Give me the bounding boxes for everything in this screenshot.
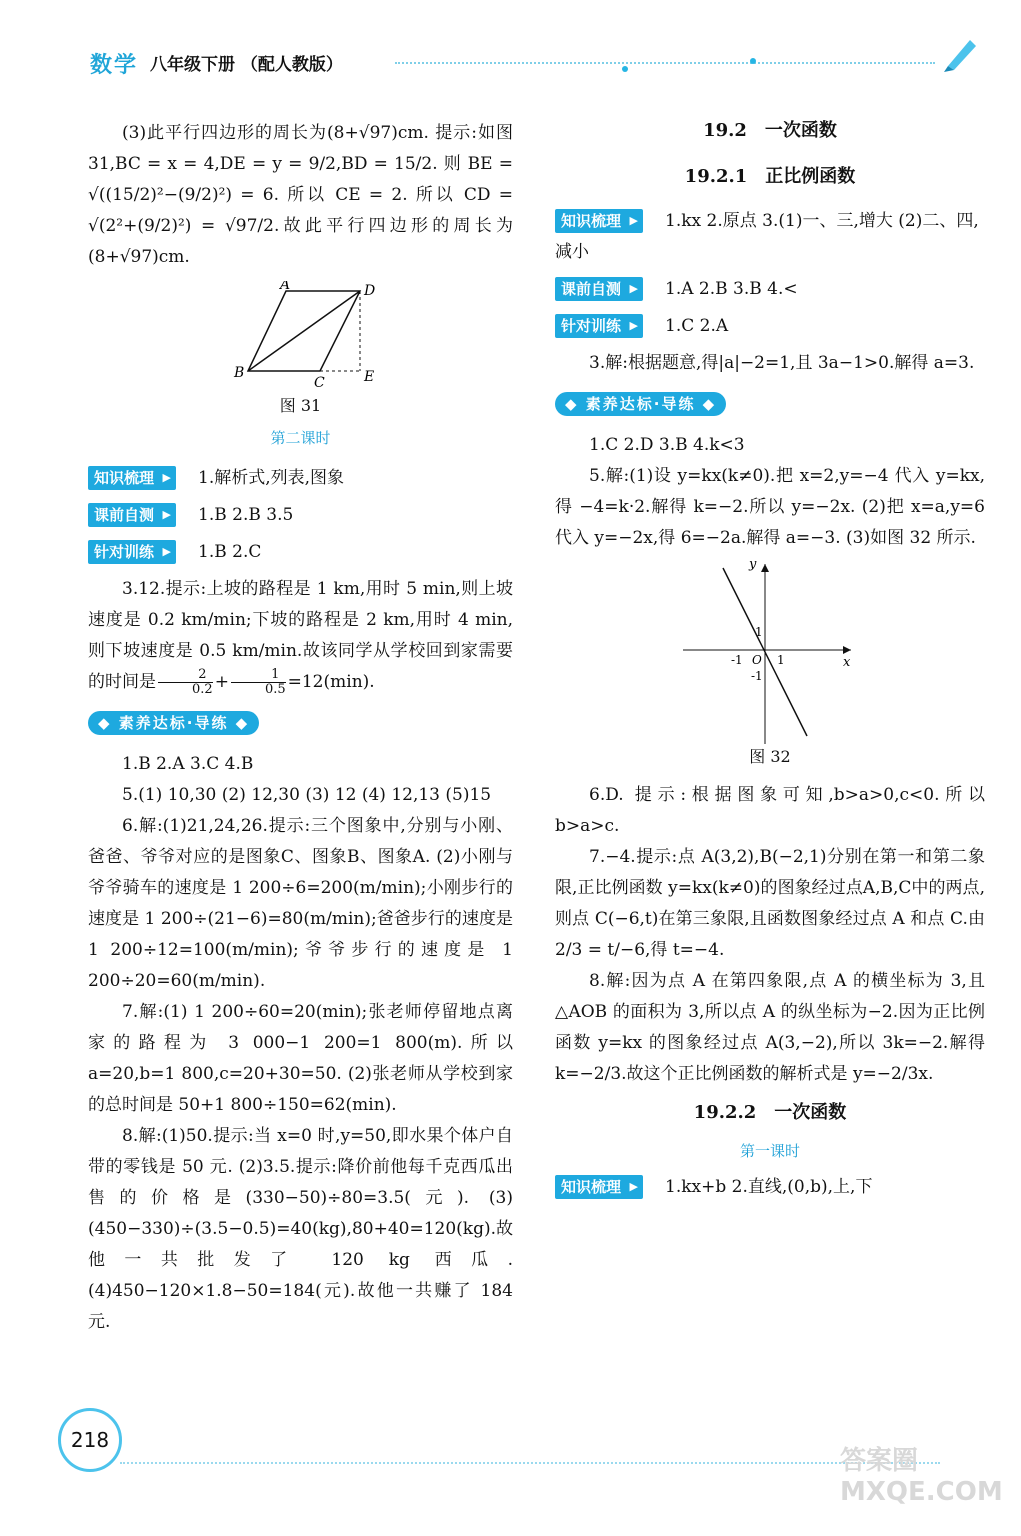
answer-8: 8.解:因为点 A 在第四象限,点 A 的横坐标为 3,且△AOB 的面积为 3,所以点 A 的纵坐标为−2.因为正比例函数 y=kx 的图象经过点 A(3,−2),所以 3k=−2.解得 k=−2/3.故这个正比例函数的解析式是 y=−2/3x. [555,971,985,1084]
answer-6: 6.D. 提示:根据图象可知,b>a>0,c<0.所以 b>a>c. [555,785,985,836]
page-header [0,0,1021,90]
label-O: O [752,653,762,667]
parallelogram-diagram [88,281,513,391]
coordinate-graph [555,554,985,744]
subject-label: 数学 [90,53,139,78]
label-A: A [280,281,291,293]
answer-3-speed: 3.12.提示:上坡的路程是 1 km,用时 5 min,则上坡速度是 0.2 km/min;下坡的路程是 2 km,用时 4 min,则下坡速度是 0.5 km/min.故该同学从学校回到家需要的时间是 $\frac{2}{0.2}$ + $\frac{1}{0.5}$ =12(min). [88,579,513,697]
page-number: 218 [58,1408,122,1472]
label-D: D [364,283,376,299]
badge-knowledge: 知识梳理 ▶ [555,209,643,233]
answer-7: 7.解:(1) 1 200÷60=20(min);张老师停留地点离家的路程为 3 000−1 200=1 800(m).所以 a=20,b=1 800,c=20+30=50. (2)张老师从学校到家的总时间是 50+1 800÷150=62(min). [88,1002,513,1115]
figure-31-caption: 图 31 [279,396,322,415]
grade-label: 八年级下册 （配人教版） [150,55,343,75]
badge-knowledge: 知识梳理 ▶ [88,466,176,490]
badge-knowledge: 知识梳理 ▶ [555,1175,643,1199]
section-banner: ◆ 素养达标·导练 ◆ [88,708,513,739]
fraction: $\frac{1}{0.5}$ [231,668,286,697]
section-banner: ◆ 素养达标·导练 ◆ [555,389,985,420]
footer-divider [120,1462,940,1464]
tick-y-1: 1 [755,625,763,639]
section-pretest [88,500,513,531]
header-dot [622,66,628,72]
answers-1-4: 1.B 2.A 3.C 4.B [122,754,254,774]
answers-pretest: 1.B 2.B 3.5 [198,505,294,525]
section-title-19-2: 19.2 一次函数 [703,120,837,141]
figure-31 [88,281,513,393]
answer-6: 6.解:(1)21,24,26.提示:三个图象中,分别与小刚、爸爸、爷爷对应的是图象C、图象B、图象A. (2)小刚与爷爷骑车的速度是 1 200÷6=200(m/min);小刚步行的速度是 1 200÷(21−6)=80(m/min);爸爸步行的速度是 1 200÷12=100(m/min);爷爷步行的速度是 1 200÷20=60(m/min). [88,816,513,991]
answers-practice: 1.B 2.C [198,542,262,562]
section-title-19-2-2: 19.2.2 一次函数 [693,1102,847,1123]
tick-x-neg1: -1 [731,653,743,667]
answers-knowledge: 1.kx+b 2.直线,(0,b),上,下 [665,1177,873,1197]
section-practice [555,311,985,342]
answer-7: 7.−4.提示:点 A(3,2),B(−2,1)分别在第一和第二象限,正比例函数 y=kx(k≠0)的图象经过点A,B,C中的两点,则点 C(−6,t)在第三象限,且函数图象经过点 A 和点 C.由 2/3 = t/−6,得 t=−4. [555,847,985,960]
badge-practice: 针对训练 ▶ [88,540,176,564]
section-title-19-2-1: 19.2.1 正比例函数 [684,166,856,187]
answer-8: 8.解:(1)50.提示:当 x=0 时,y=50,即水果个体户自带的零钱是 50 元. (2)3.5.提示:降价前他每千克西瓜出售的价格是(330−50)÷80=3.5(元). (3)(450−330)÷(3.5−0.5)=40(kg),80+40=120(kg).故他一共批发了 120 kg 西瓜. (4)450−120×1.8−50=184(元).故他一共赚了 184 元. [88,1126,514,1332]
answer-5: 5.(1) 10,30 (2) 12,30 (3) 12 (4) 12,13 (5)15 [122,785,492,805]
left-column [88,118,513,1338]
section-practice [88,537,513,568]
lesson-1-heading: 第一课时 [739,1142,800,1160]
answer-3-abs: 3.解:根据题意,得|a|−2=1,且 3a−1>0.解得 a=3. [589,353,975,373]
label-C: C [314,375,325,391]
figure-32-caption: 图 32 [749,747,791,766]
label-E: E [364,369,375,385]
badge-pretest: 课前自测 ▶ [88,503,176,527]
section-pretest [555,274,985,305]
watermark: 答案圈 MXQE.COM [840,1446,1003,1507]
answers-1-4: 1.C 2.D 3.B 4.k<3 [589,435,745,455]
section-knowledge [555,206,985,268]
section-knowledge [88,463,513,494]
answers-pretest: 1.A 2.B 3.B 4.< [665,279,798,299]
right-column [555,118,985,1209]
badge-practice: 针对训练 ▶ [555,314,643,338]
lesson-2-heading: 第二课时 [270,429,331,447]
label-x: x [843,655,851,670]
tick-y-neg1: -1 [751,669,763,683]
answers-knowledge: 1.kx 2.原点 3.(1)一、三,增大 (2)二、四,减小 [555,211,979,262]
badge-pretest: 课前自测 ▶ [555,277,643,301]
tick-x-1: 1 [777,653,785,667]
header-divider [395,62,935,64]
answer-5: 5.解:(1)设 y=kx(k≠0).把 x=2,y=−4 代入 y=kx,得 −4=k·2.解得 k=−2.所以 y=−2x. (2)把 x=a,y=6 代入 y=−2x,得 6=−2a.解得 a=−3. (3)如图 32 所示. [555,466,985,548]
label-y: y [749,557,757,572]
answers-practice: 1.C 2.A [665,316,729,336]
section-knowledge-2 [555,1172,985,1203]
header-dot [750,58,756,64]
answer-3-parallelogram: (3)此平行四边形的周长为(8+√97)cm. 提示:如图31,BC = x = 4,DE = y = 9/2,BD = 15/2. 则 BE = √((15/2)²−(9/2)²) = 6. 所以 CE = 2. 所以 CD = √(2²+(9/2)²) = √97/2.故此平行四边形的周长为(8+√97)cm. [88,123,513,267]
answers-knowledge: 1.解析式,列表,图象 [198,468,345,488]
label-B: B [234,365,245,381]
figure-32 [555,554,985,744]
pen-icon [940,32,980,72]
fraction: $\frac{2}{0.2}$ [158,668,213,697]
